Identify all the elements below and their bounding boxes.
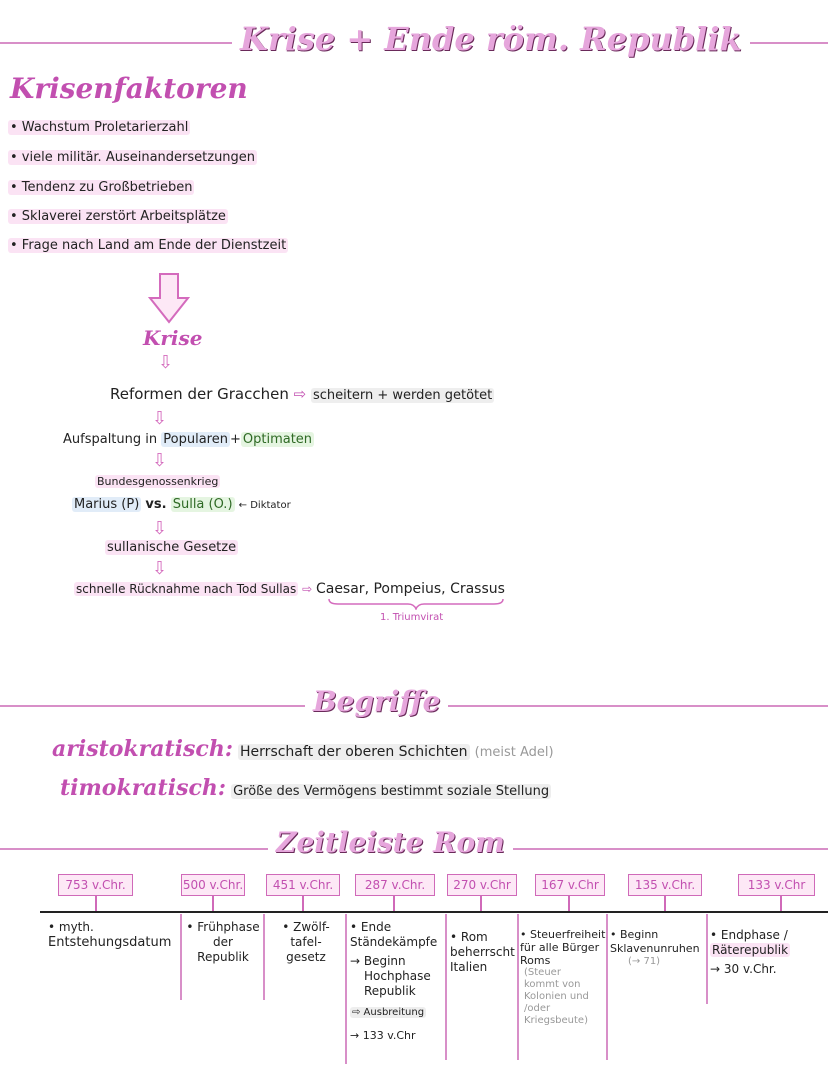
date-box: 753 v.Chr. — [58, 874, 133, 896]
event-description — [520, 928, 606, 1027]
date-stem — [664, 895, 666, 912]
triumvirat-label: 1. Triumvirat — [380, 612, 444, 623]
event-line: Ständekämpfe — [350, 935, 438, 949]
term-definition: Größe des Vermögens bestimmt soziale Stellung — [233, 784, 550, 799]
popularen-label: Popularen — [163, 432, 228, 447]
event-line: Sklavenunruhen — [610, 942, 700, 955]
column-divider — [606, 914, 608, 1060]
flow-marius-sulla — [72, 497, 291, 512]
event-line: der — [213, 935, 233, 949]
date-stem — [393, 895, 395, 912]
date-box: 451 v.Chr. — [266, 874, 340, 896]
event-note: (Steuer kommt von Kolonien und /oder Kriegsbeute) — [524, 967, 589, 1026]
down-arrow-icon: ⇩ — [152, 450, 168, 471]
event-line: gesetz — [286, 950, 326, 964]
date-box: 500 v.Chr. — [181, 874, 245, 896]
date-stem — [780, 895, 782, 912]
event-line — [710, 943, 828, 958]
term-colon: : — [224, 736, 233, 762]
down-arrow-icon: ⇩ — [152, 408, 168, 429]
brace-icon — [328, 598, 504, 610]
event-line — [350, 1005, 445, 1020]
krisenfaktoren-heading: Krisenfaktoren — [10, 72, 248, 105]
event-description — [48, 920, 178, 950]
down-arrow-icon: ⇩ — [152, 518, 168, 539]
term-definition: Herrschaft der oberen Schichten — [240, 744, 468, 760]
begriffe-heading: Begriffe — [305, 685, 448, 718]
factor-item — [8, 150, 257, 165]
triumvirn-text: Caesar, Pompeius, Crassus — [315, 581, 505, 597]
event-line: Italien — [450, 960, 488, 974]
term-row — [52, 736, 554, 762]
optimaten-label: Optimaten — [242, 432, 313, 447]
date-stem — [302, 895, 304, 912]
term-colon: : — [217, 775, 226, 801]
event-line: für alle Bürger — [520, 941, 600, 954]
page-title: Krise + Ende röm. Republik — [232, 20, 750, 58]
plus-sign: + — [229, 432, 241, 447]
event-description — [450, 930, 518, 975]
timeline-axis — [40, 911, 828, 913]
event-description — [268, 920, 344, 965]
term-label: aristokratisch — [52, 736, 225, 762]
flow-sullanische — [105, 540, 238, 555]
date-stem — [568, 895, 570, 912]
term-note: (meist Adel) — [474, 745, 554, 760]
event-line: • Beginn — [610, 928, 659, 941]
event-line: Entstehungsdatum — [48, 935, 172, 950]
sulla-label: Sulla (O.) — [172, 497, 233, 512]
date-stem — [480, 895, 482, 912]
factor-text: • Wachstum Proletarierzahl — [10, 120, 189, 135]
factor-text: • viele militär. Auseinandersetzungen — [10, 150, 256, 165]
event-line-text: Räterepublik — [712, 943, 789, 957]
right-arrow-icon: ⇨ — [302, 582, 313, 596]
event-note: (→ 71) — [628, 956, 661, 967]
event-line: • Zwölf- — [282, 920, 330, 934]
factor-text: • Sklaverei zerstört Arbeitsplätze — [10, 209, 226, 224]
date-stem — [212, 895, 214, 912]
event-description — [184, 920, 262, 965]
column-divider — [345, 914, 347, 1064]
event-description — [610, 928, 706, 968]
event-description — [710, 928, 828, 977]
right-arrow-icon: ⇨ — [293, 385, 307, 403]
date-box: 287 v.Chr. — [355, 874, 435, 896]
date-box: 133 v.Chr — [738, 874, 815, 896]
flow-ruecknahme — [74, 581, 505, 597]
term-row — [60, 775, 551, 801]
event-line: → Beginn — [350, 954, 406, 968]
event-line: → 133 v.Chr — [350, 1029, 416, 1042]
event-line: • Endphase / — [710, 928, 788, 942]
reformen-result: scheitern + werden getötet — [313, 388, 493, 403]
event-line: Republik — [197, 950, 249, 964]
krise-label: Krise — [143, 326, 203, 350]
marius-label: Marius (P) — [74, 497, 140, 512]
column-divider — [263, 914, 265, 1000]
factor-item — [8, 120, 190, 135]
aufspaltung-text: Aufspaltung in — [63, 432, 158, 447]
column-divider — [445, 914, 447, 1060]
term-label: timokratisch — [60, 775, 218, 801]
flow-reformen — [110, 385, 494, 403]
event-line: • Ende — [350, 920, 392, 934]
ruecknahme-text: schnelle Rücknahme nach Tod Sullas — [76, 582, 297, 596]
date-stem — [95, 895, 97, 912]
event-line: Roms — [520, 954, 551, 967]
factor-text: • Tendenz zu Großbetrieben — [10, 180, 193, 195]
vs-label: vs. — [145, 497, 167, 512]
event-line: • Frühphase — [186, 920, 260, 934]
bundesgenossenkrieg-text: Bundesgenossenkrieg — [97, 475, 219, 488]
event-line: • Rom — [450, 930, 488, 944]
event-line: tafel- — [290, 935, 322, 949]
event-line: • myth. — [48, 920, 94, 934]
date-box: 270 v.Chr — [447, 874, 517, 896]
big-down-arrow-icon — [148, 272, 190, 324]
zeitleiste-heading: Zeitleiste Rom — [268, 826, 513, 859]
event-line: beherrscht — [450, 945, 515, 959]
flow-aufspaltung — [63, 432, 314, 447]
factor-text: • Frage nach Land am Ende der Dienstzeit — [10, 238, 287, 253]
sullanische-text: sullanische Gesetze — [107, 540, 237, 555]
factor-item — [8, 238, 288, 253]
column-divider — [706, 914, 708, 1004]
down-arrow-icon: ⇩ — [152, 558, 168, 579]
reformen-text: Reformen der Gracchen — [110, 385, 289, 403]
event-line: → 30 v.Chr. — [710, 962, 777, 976]
event-line: Hochphase — [364, 969, 431, 983]
column-divider — [180, 914, 182, 1000]
event-description — [350, 920, 445, 1043]
down-arrow-icon: ⇩ — [158, 352, 174, 373]
event-line: • Steuerfreiheit — [520, 928, 606, 941]
date-box: 135 v.Chr. — [628, 874, 702, 896]
factor-item — [8, 180, 194, 195]
factor-item — [8, 209, 228, 224]
bundesgenossenkrieg — [95, 475, 220, 488]
date-box: 167 v.Chr — [535, 874, 605, 896]
diktator-note: ← Diktator — [238, 500, 291, 511]
event-line-text: ⇨ Ausbreitung — [352, 1007, 425, 1018]
event-line: Republik — [364, 984, 416, 998]
